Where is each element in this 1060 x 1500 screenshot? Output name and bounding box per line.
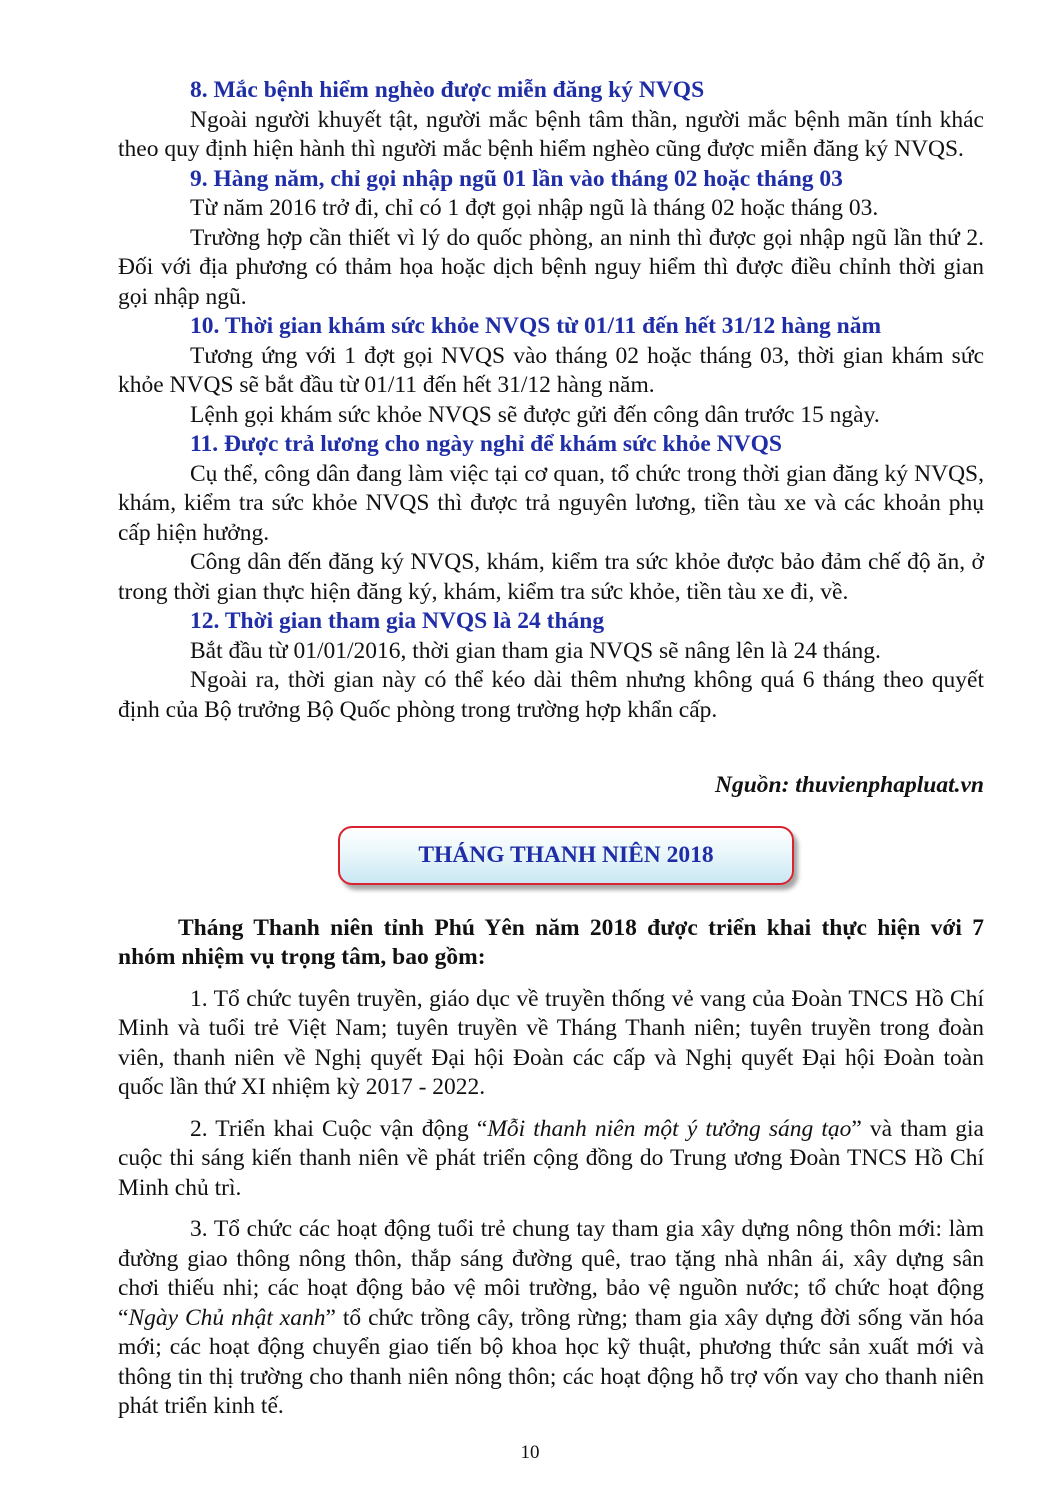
list-item [118, 1115, 984, 1204]
list-item-text: ” và tham gia cuộc thi sáng kiến thanh niên về phát triển cộng đồng do Trung ương Đoàn TNCS Hồ Chí Minh chủ trì. [118, 1115, 984, 1201]
page-number: 10 [520, 1442, 540, 1463]
section-heading: 12. Thời gian tham gia NVQS là 24 tháng [190, 608, 605, 634]
banner-title: THÁNG THANH NIÊN 2018 [418, 841, 714, 868]
section-banner [338, 826, 794, 885]
section-heading: 11. Được trả lương cho ngày nghỉ để khám sức khỏe NVQS [190, 431, 782, 457]
list-item-text: ” tổ chức trồng cây, trồng rừng; tham gia xây dựng đời sống văn hóa mới; các hoạt động chuyển giao tiến bộ khoa học kỹ thuật, phương thức sản xuất mới và thông tin thị trường cho thanh niên nông thôn; các hoạt động hỗ trợ vốn vay cho thanh niên phát triển kinh tế. [118, 1304, 984, 1419]
paragraph: Ngoài người khuyết tật, người mắc bệnh tâm thần, người mắc bệnh mãn tính khác theo quy định hiện hành thì người mắc bệnh hiểm nghèo cũng được miễn đăng ký NVQS. [118, 106, 984, 162]
page-content [118, 76, 984, 1422]
list-item-text: 2. Triển khai Cuộc vận động “ [190, 1115, 488, 1142]
section-heading: 8. Mắc bệnh hiểm nghèo được miễn đăng ký NVQS [190, 77, 705, 103]
paragraph: Công dân đến đăng ký NVQS, khám, kiểm tra sức khỏe được bảo đảm chế độ ăn, ở trong thời gian thực hiện đăng ký, khám, kiểm tra sức khỏe, tiền tàu xe đi, về. [118, 549, 984, 605]
paragraph: Lệnh gọi khám sức khỏe NVQS sẽ được gửi đến công dân trước 15 ngày. [190, 401, 880, 428]
paragraph: Tương ứng với 1 đợt gọi NVQS vào tháng 02 hoặc tháng 03, thời gian khám sức khỏe NVQS sẽ bắt đầu từ 01/11 đến hết 31/12 hàng năm. [118, 342, 984, 398]
paragraph: Cụ thể, công dân đang làm việc tại cơ quan, tổ chức trong thời gian đăng ký NVQS, khám, kiểm tra sức khỏe NVQS thì được trả nguyên lương, tiền tàu xe và các khoản phụ cấp hiện hưởng. [118, 460, 984, 546]
campaign-name: Mỗi thanh niên một ý tưởng sáng tạo [487, 1115, 852, 1142]
paragraph: Từ năm 2016 trở đi, chỉ có 1 đợt gọi nhập ngũ là tháng 02 hoặc tháng 03. [190, 195, 879, 221]
section-heading: 9. Hàng năm, chỉ gọi nhập ngũ 01 lần vào tháng 02 hoặc tháng 03 [190, 165, 843, 192]
activity-name: Ngày Chủ nhật xanh [128, 1304, 326, 1331]
paragraph: Bắt đầu từ 01/01/2016, thời gian tham gia NVQS sẽ nâng lên là 24 tháng. [190, 637, 881, 664]
intro-paragraph: Tháng Thanh niên tỉnh Phú Yên năm 2018 được triển khai thực hiện với 7 nhóm nhiệm vụ trọng tâm, bao gồm: [118, 914, 984, 970]
paragraph: Ngoài ra, thời gian này có thể kéo dài thêm nhưng không quá 6 tháng theo quyết định của Bộ trưởng Bộ Quốc phòng trong trường hợp khẩn cấp. [118, 667, 984, 723]
section-heading: 10. Thời gian khám sức khỏe NVQS từ 01/11 đến hết 31/12 hàng năm [190, 313, 882, 339]
source-citation: Nguồn: thuvienphapluat.vn [714, 772, 984, 798]
list-item: 1. Tổ chức tuyên truyền, giáo dục về truyền thống vẻ vang của Đoàn TNCS Hồ Chí Minh và tuổi trẻ Việt Nam; tuyên truyền về Tháng Thanh niên; tuyên truyền trong đoàn viên, thanh niên về Nghị quyết Đại hội Đoàn các cấp và Nghị quyết Đại hội Đoàn toàn quốc lần thứ XI nhiệm kỳ 2017 - 2022. [118, 985, 984, 1100]
list-item-text: 3. Tổ chức các hoạt động tuổi trẻ chung tay tham gia xây dựng nông thôn mới: làm đường giao thông nông thôn, thắp sáng đường quê, trao tặng nhà nhân ái, xây dựng sân chơi thiếu nhi; các hoạt động bảo vệ môi trường, bảo vệ nguồn nước; tổ chức hoạt động “ [118, 1216, 984, 1331]
banner-wrapper [148, 826, 984, 885]
paragraph: Trường hợp cần thiết vì lý do quốc phòng, an ninh thì được gọi nhập ngũ lần thứ 2. Đối với địa phương có thảm họa hoặc dịch bệnh nguy hiểm thì được điều chỉnh thời gian gọi nhập ngũ. [118, 224, 984, 310]
list-item [118, 1215, 984, 1422]
